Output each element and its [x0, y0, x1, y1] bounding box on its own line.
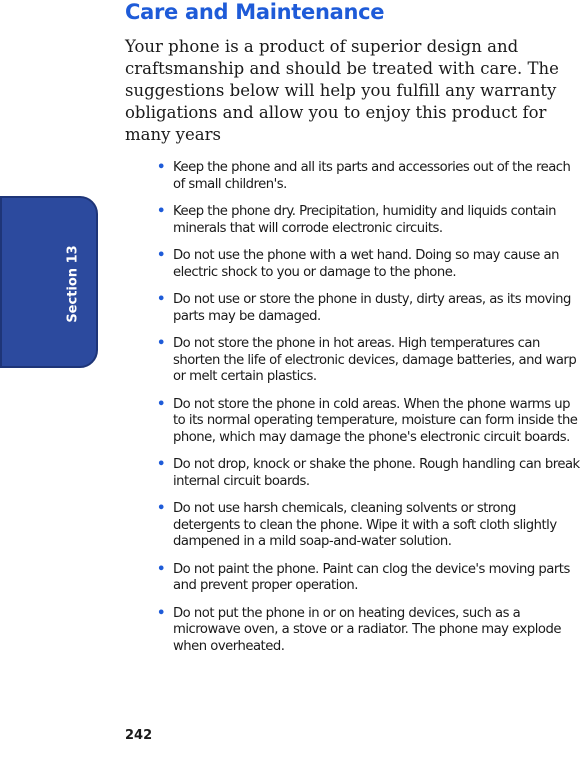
list-item — [157, 562, 582, 595]
list-item-text: Do not use or store the phone in dusty, dirty areas, as its moving parts may be damaged. — [173, 292, 571, 324]
bullet-icon: • — [157, 160, 165, 175]
list-item — [157, 336, 582, 386]
list-item-text: Do not use the phone with a wet hand. Doing so may cause an electric shock to you or damage to the phone. — [173, 248, 559, 280]
list-item — [157, 397, 582, 447]
list-item-text: Do not use harsh chemicals, cleaning solvents or strong detergents to clean the phone. Wipe it with a soft cloth slightly dampened in a mild soap-and-water solution. — [173, 501, 557, 549]
list-item-text: Do not paint the phone. Paint can clog the device's moving parts and prevent proper operation. — [173, 561, 570, 593]
bullet-icon: • — [157, 204, 165, 219]
section-tab — [0, 196, 98, 368]
list-item-text: Do not drop, knock or shake the phone. Rough handling can break internal circuit boards. — [173, 457, 580, 489]
list-item-text: Do not put the phone in or on heating devices, such as a microwave oven, a stove or a radiator. The phone may explode when overheated. — [173, 605, 561, 654]
list-item — [157, 457, 582, 490]
bullet-icon: • — [157, 336, 165, 351]
list-item-text: Do not store the phone in hot areas. High temperatures can shorten the life of electronic devices, damage batteries, and warp or melt certain plastics. — [173, 336, 577, 384]
bullet-icon: • — [157, 292, 165, 307]
bullet-icon: • — [157, 561, 165, 577]
list-item-text: Do not store the phone in cold areas. When the phone warms up to its normal operating temperature, moisture can form inside the phone, which may damage the phone's electronic circuit boards. — [173, 396, 578, 445]
list-item — [157, 160, 582, 193]
section-tab-label: Section 13 — [65, 245, 81, 323]
page-number: 242 — [125, 728, 153, 743]
list-item — [157, 204, 582, 237]
care-tips-list — [157, 160, 582, 666]
list-item — [157, 248, 582, 281]
bullet-icon: • — [157, 457, 165, 472]
list-item — [157, 292, 582, 325]
bullet-icon: • — [157, 396, 165, 412]
list-item-text: Keep the phone and all its parts and accessories out of the reach of small children's. — [173, 160, 571, 192]
list-item-text: Keep the phone dry. Precipitation, humidity and liquids contain minerals that will corrode electronic circuits. — [173, 204, 557, 236]
page-title: Care and Maintenance — [125, 0, 385, 24]
intro-paragraph: Your phone is a product of superior design and craftsmanship and should be treated with care. The suggestions below will help you fulfill any warranty obligations and allow you to enjoy this product for many years — [125, 37, 559, 144]
list-item — [157, 606, 582, 656]
bullet-icon: • — [157, 501, 165, 516]
list-item — [157, 501, 582, 551]
bullet-icon: • — [157, 605, 165, 621]
bullet-icon: • — [157, 248, 165, 263]
